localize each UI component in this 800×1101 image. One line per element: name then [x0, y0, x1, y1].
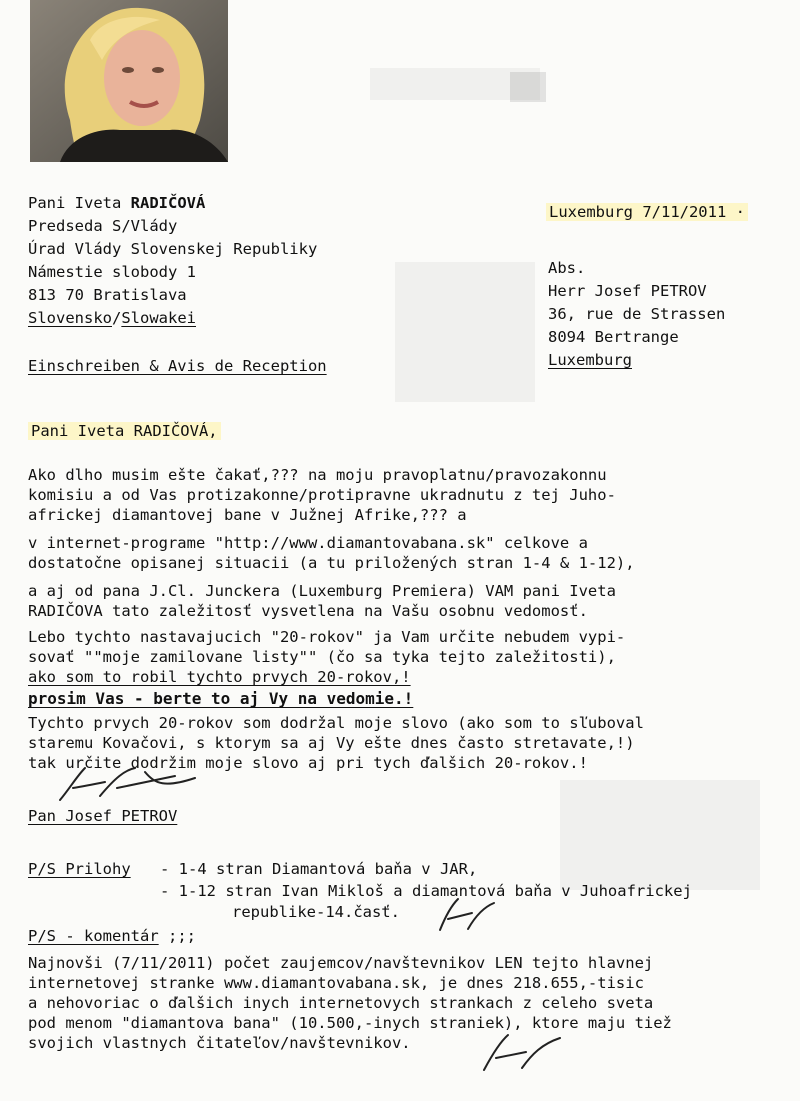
ps-attachment-item: - 1-4 stran Diamantová baňa v JAR, [160, 860, 478, 878]
body-line: RADIČOVA tato zaležitosť vysvetlena na Vašu osobnu vedomosť. [28, 602, 588, 620]
body-line: ako som to robil tychto prvych 20-rokov,! [28, 668, 411, 686]
ps-comment-line: pod menom "diamantova bana" (10.500,-inych straniek), ktore maju tiež [28, 1014, 672, 1032]
handwritten-initials [432, 895, 502, 935]
recipient-title: Predseda S/Vlády [28, 217, 178, 235]
portrait-image [30, 0, 228, 162]
body-line: africkej diamantovej bane v Južnej Afrike,??? a [28, 506, 467, 524]
dateline [546, 201, 748, 223]
emphasis-line: prosim Vas - berte to aj Vy na vedomie.! [28, 689, 414, 708]
recipient-country: Slovensko/Slowakei [28, 309, 196, 327]
ps-attachment-item: - 1-12 stran Ivan Mikloš a diamantová baňa v Juhoafrickej [160, 882, 692, 900]
recipient-street: Námestie slobody 1 [28, 263, 196, 281]
recipient-surname: RADIČOVÁ [130, 194, 206, 212]
body-line: Lebo tychto nastavajucich "20-rokov" ja Vam určite nebudem vypi- [28, 628, 626, 646]
body-line: komisiu a od Vas protizakonne/protipravne ukradnutu z tej Juho- [28, 486, 616, 504]
ps-comment-line: a nehovoriac o ďalšich inych internetovych strankach z celeho sveta [28, 994, 654, 1012]
sender-city: 8094 Bertrange [548, 328, 679, 346]
body-line: Tychto prvych 20-rokov som dodržal moje slovo (ako som to sľuboval [28, 714, 644, 732]
sender-street: 36, rue de Strassen [548, 305, 726, 323]
sender-name: Herr Josef PETROV [548, 282, 707, 300]
ps-comment-label-suffix: ;;; [158, 927, 196, 945]
recipient-name [28, 192, 205, 214]
body-line: staremu Kovačovi, s ktorym sa aj Vy ešte dnes často stretavate,!) [28, 734, 635, 752]
sender-abs: Abs. [548, 259, 586, 277]
recipient-country-de: Slowakei [121, 309, 196, 327]
body-line: Ako dlho musim ešte čakať,??? na moju pravoplatnu/pravozakonnu [28, 466, 607, 484]
body-line: sovať ""moje zamilovane listy"" (čo sa tyka tejto zaležitosti), [28, 648, 616, 666]
background-envelope-trace [395, 262, 535, 402]
recipient-office: Úrad Vlády Slovenskej Republiky [28, 240, 318, 258]
recipient-name-prefix: Pani Iveta [28, 194, 131, 212]
ps-comment-line: internetovej stranke www.diamantovabana.sk, je dnes 218.655,-tisic [28, 974, 644, 992]
salutation [28, 420, 221, 442]
handwritten-initials [478, 1030, 568, 1075]
ps-attachments-label: P/S Prilohy [28, 860, 131, 878]
recipient-country-sk: Slovensko [28, 309, 112, 327]
dateline-text: Luxemburg 7/11/2011 · [546, 203, 748, 221]
sender-country: Luxemburg [548, 351, 632, 369]
ps-comment-line: svojich vlastnych čitateľov/navštevnikov. [28, 1034, 411, 1052]
signoff-name: Pan Josef PETROV [28, 807, 178, 825]
body-line: a aj od pana J.Cl. Junckera (Luxemburg Premiera) VAM pani Iveta [28, 582, 616, 600]
background-stamp-box [510, 72, 546, 102]
ps-attachment-item-cont: republike-14.časť. [232, 903, 400, 921]
recipient-city: 813 70 Bratislava [28, 286, 187, 304]
salutation-text: Pani Iveta RADIČOVÁ, [28, 422, 221, 440]
ps-comment-line: Najnovši (7/11/2011) počet zaujemcov/navštevnikov LEN tejto hlavnej [28, 954, 654, 972]
registered-mail-notice: Einschreiben & Avis de Reception [28, 357, 327, 375]
portrait-photo [30, 0, 228, 162]
ps-comment-label-text: P/S - komentár [28, 927, 159, 945]
body-line: tak určite dodržim moje slovo aj pri tych ďalšich 20-rokov.! [28, 754, 588, 772]
ps-comment-label [28, 925, 196, 947]
handwritten-signature [55, 758, 205, 808]
body-line: dostatočne opisanej situacii (a tu priložených stran 1-4 & 1-12), [28, 554, 635, 572]
body-line: v internet-programe "http://www.diamantovabana.sk" celkove a [28, 534, 588, 552]
background-envelope-trace-2 [560, 780, 760, 890]
